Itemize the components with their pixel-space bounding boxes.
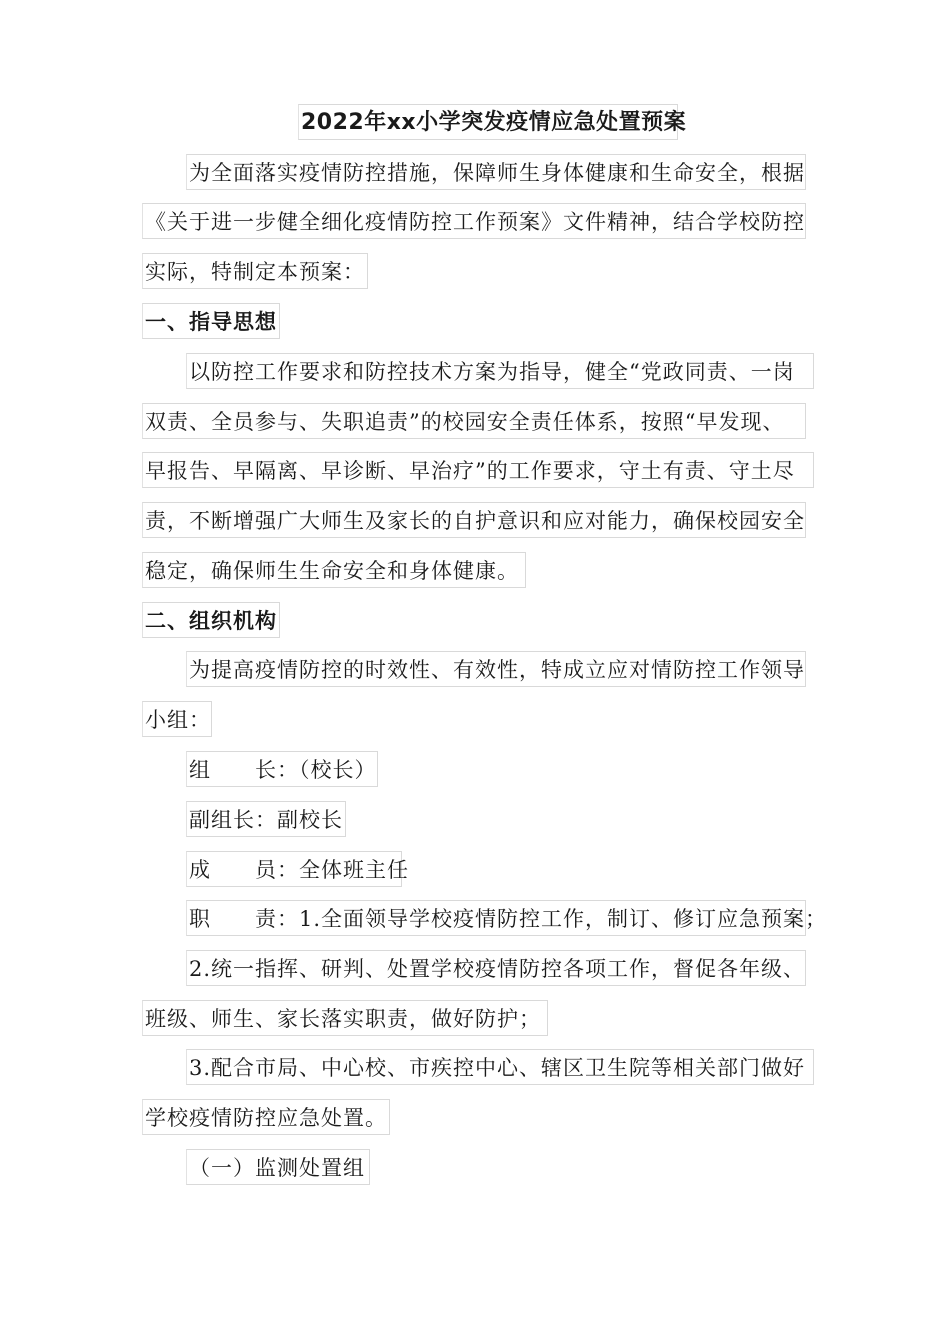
duties-line-4: 3.配合市局、中心校、市疾控中心、辖区卫生院等相关部门做好: [186, 1049, 814, 1085]
section2-line-2: 小组：: [142, 701, 212, 737]
section-heading-guiding-ideology: 一、指导思想: [142, 303, 280, 339]
subsection-monitoring-group: （一）监测处置组: [186, 1149, 370, 1185]
deputy-leader-line: 副组长：副校长: [186, 801, 346, 837]
duties-line-1: 职 责：1.全面领导学校疫情防控工作，制订、修订应急预案；: [186, 900, 806, 936]
section-heading-organization: 二、组织机构: [142, 602, 280, 638]
group-leader-line: 组 长：（校长）: [186, 751, 378, 787]
intro-line-2: 《关于进一步健全细化疫情防控工作预案》文件精神，结合学校防控: [142, 203, 806, 239]
section2-line-1: 为提高疫情防控的时效性、有效性，特成立应对情防控工作领导: [186, 651, 806, 687]
duties-line-5: 学校疫情防控应急处置。: [142, 1099, 390, 1135]
intro-line-1: 为全面落实疫情防控措施，保障师生身体健康和生命安全，根据: [186, 154, 806, 190]
duties-line-3: 班级、师生、家长落实职责，做好防护；: [142, 1000, 548, 1036]
section1-line-4: 责，不断增强广大师生及家长的自护意识和应对能力，确保校园安全: [142, 502, 806, 538]
section1-line-5: 稳定，确保师生生命安全和身体健康。: [142, 552, 526, 588]
intro-line-3: 实际，特制定本预案：: [142, 253, 368, 289]
document-title: 2022年xx小学突发疫情应急处置预案: [298, 104, 678, 140]
section1-line-1: 以防控工作要求和防控技术方案为指导，健全“党政同责、一岗: [186, 353, 814, 389]
section1-line-3: 早报告、早隔离、早诊断、早治疗”的工作要求，守土有责、守土尽: [142, 452, 814, 488]
members-line: 成 员：全体班主任: [186, 851, 402, 887]
section1-line-2: 双责、全员参与、失职追责”的校园安全责任体系，按照“早发现、: [142, 403, 806, 439]
duties-line-2: 2.统一指挥、研判、处置学校疫情防控各项工作，督促各年级、: [186, 950, 806, 986]
